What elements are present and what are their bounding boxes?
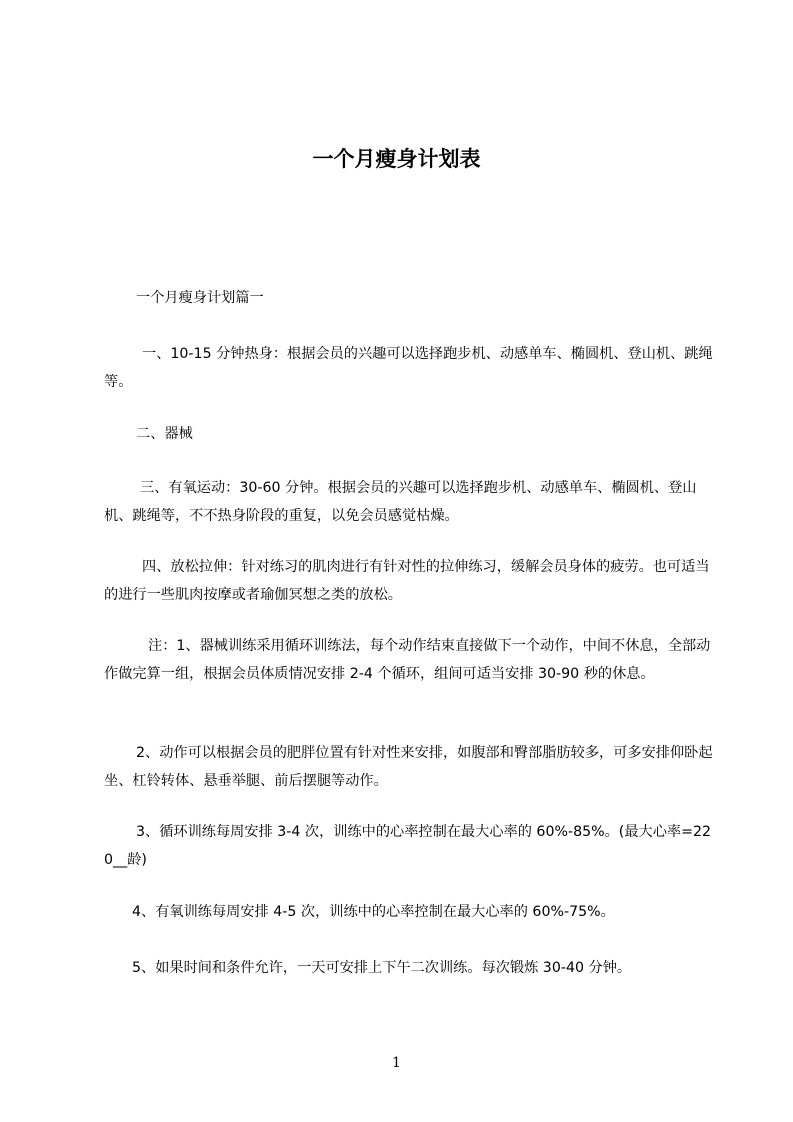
page-number: 1 [392,1055,401,1071]
note-paragraph-1: 注：1、器械训练采用循环训练法，每个动作结束直接做下一个动作，中间不休息，全部动作做完算一组，根据会员体质情况安排 2-4 个循环，组间可适当安排 30-90 秒的休息。 [104,638,711,682]
note-paragraph-4: 4、有氧训练每周安排 4-5 次，训练中的心率控制在最大心率的 60%-75%。 [132,904,615,920]
paragraph-2: 二、器械 [136,426,193,442]
note-paragraph-2: 2、动作可以根据会员的肥胖位置有针对性来安排，如腹部和臀部脂肪较多，可多安排仰卧起坐、杠铃转体、悬垂举腿、前后摆腿等动作。 [104,745,713,789]
paragraph-3: 三、有氧运动：30-60 分钟。根据会员的兴趣可以选择跑步机、动感单车、椭圆机、登山机、跳绳等，不不热身阶段的重复，以免会员感觉枯燥。 [104,480,697,524]
note-paragraph-5: 5、如果时间和条件允许，一天可安排上下午二次训练。每次锻炼 30-40 分钟。 [132,960,632,976]
section-heading: 一个月瘦身计划篇一 [136,290,264,306]
paragraph-1: 一、10-15 分钟热身：根据会员的兴趣可以选择跑步机、动感单车、椭圆机、登山机、跳绳等。 [104,346,713,390]
note-paragraph-3: 3、循环训练每周安排 3-4 次，训练中的心率控制在最大心率的 60%-85%。(最大心率=220__龄) [104,824,712,868]
paragraph-4: 四、放松拉伸：针对练习的肌肉进行有针对性的拉伸练习，缓解会员身体的疲劳。也可适当的进行一些肌肉按摩或者瑜伽冥想之类的放松。 [104,559,710,603]
page-title: 一个月瘦身计划表 [312,147,481,171]
